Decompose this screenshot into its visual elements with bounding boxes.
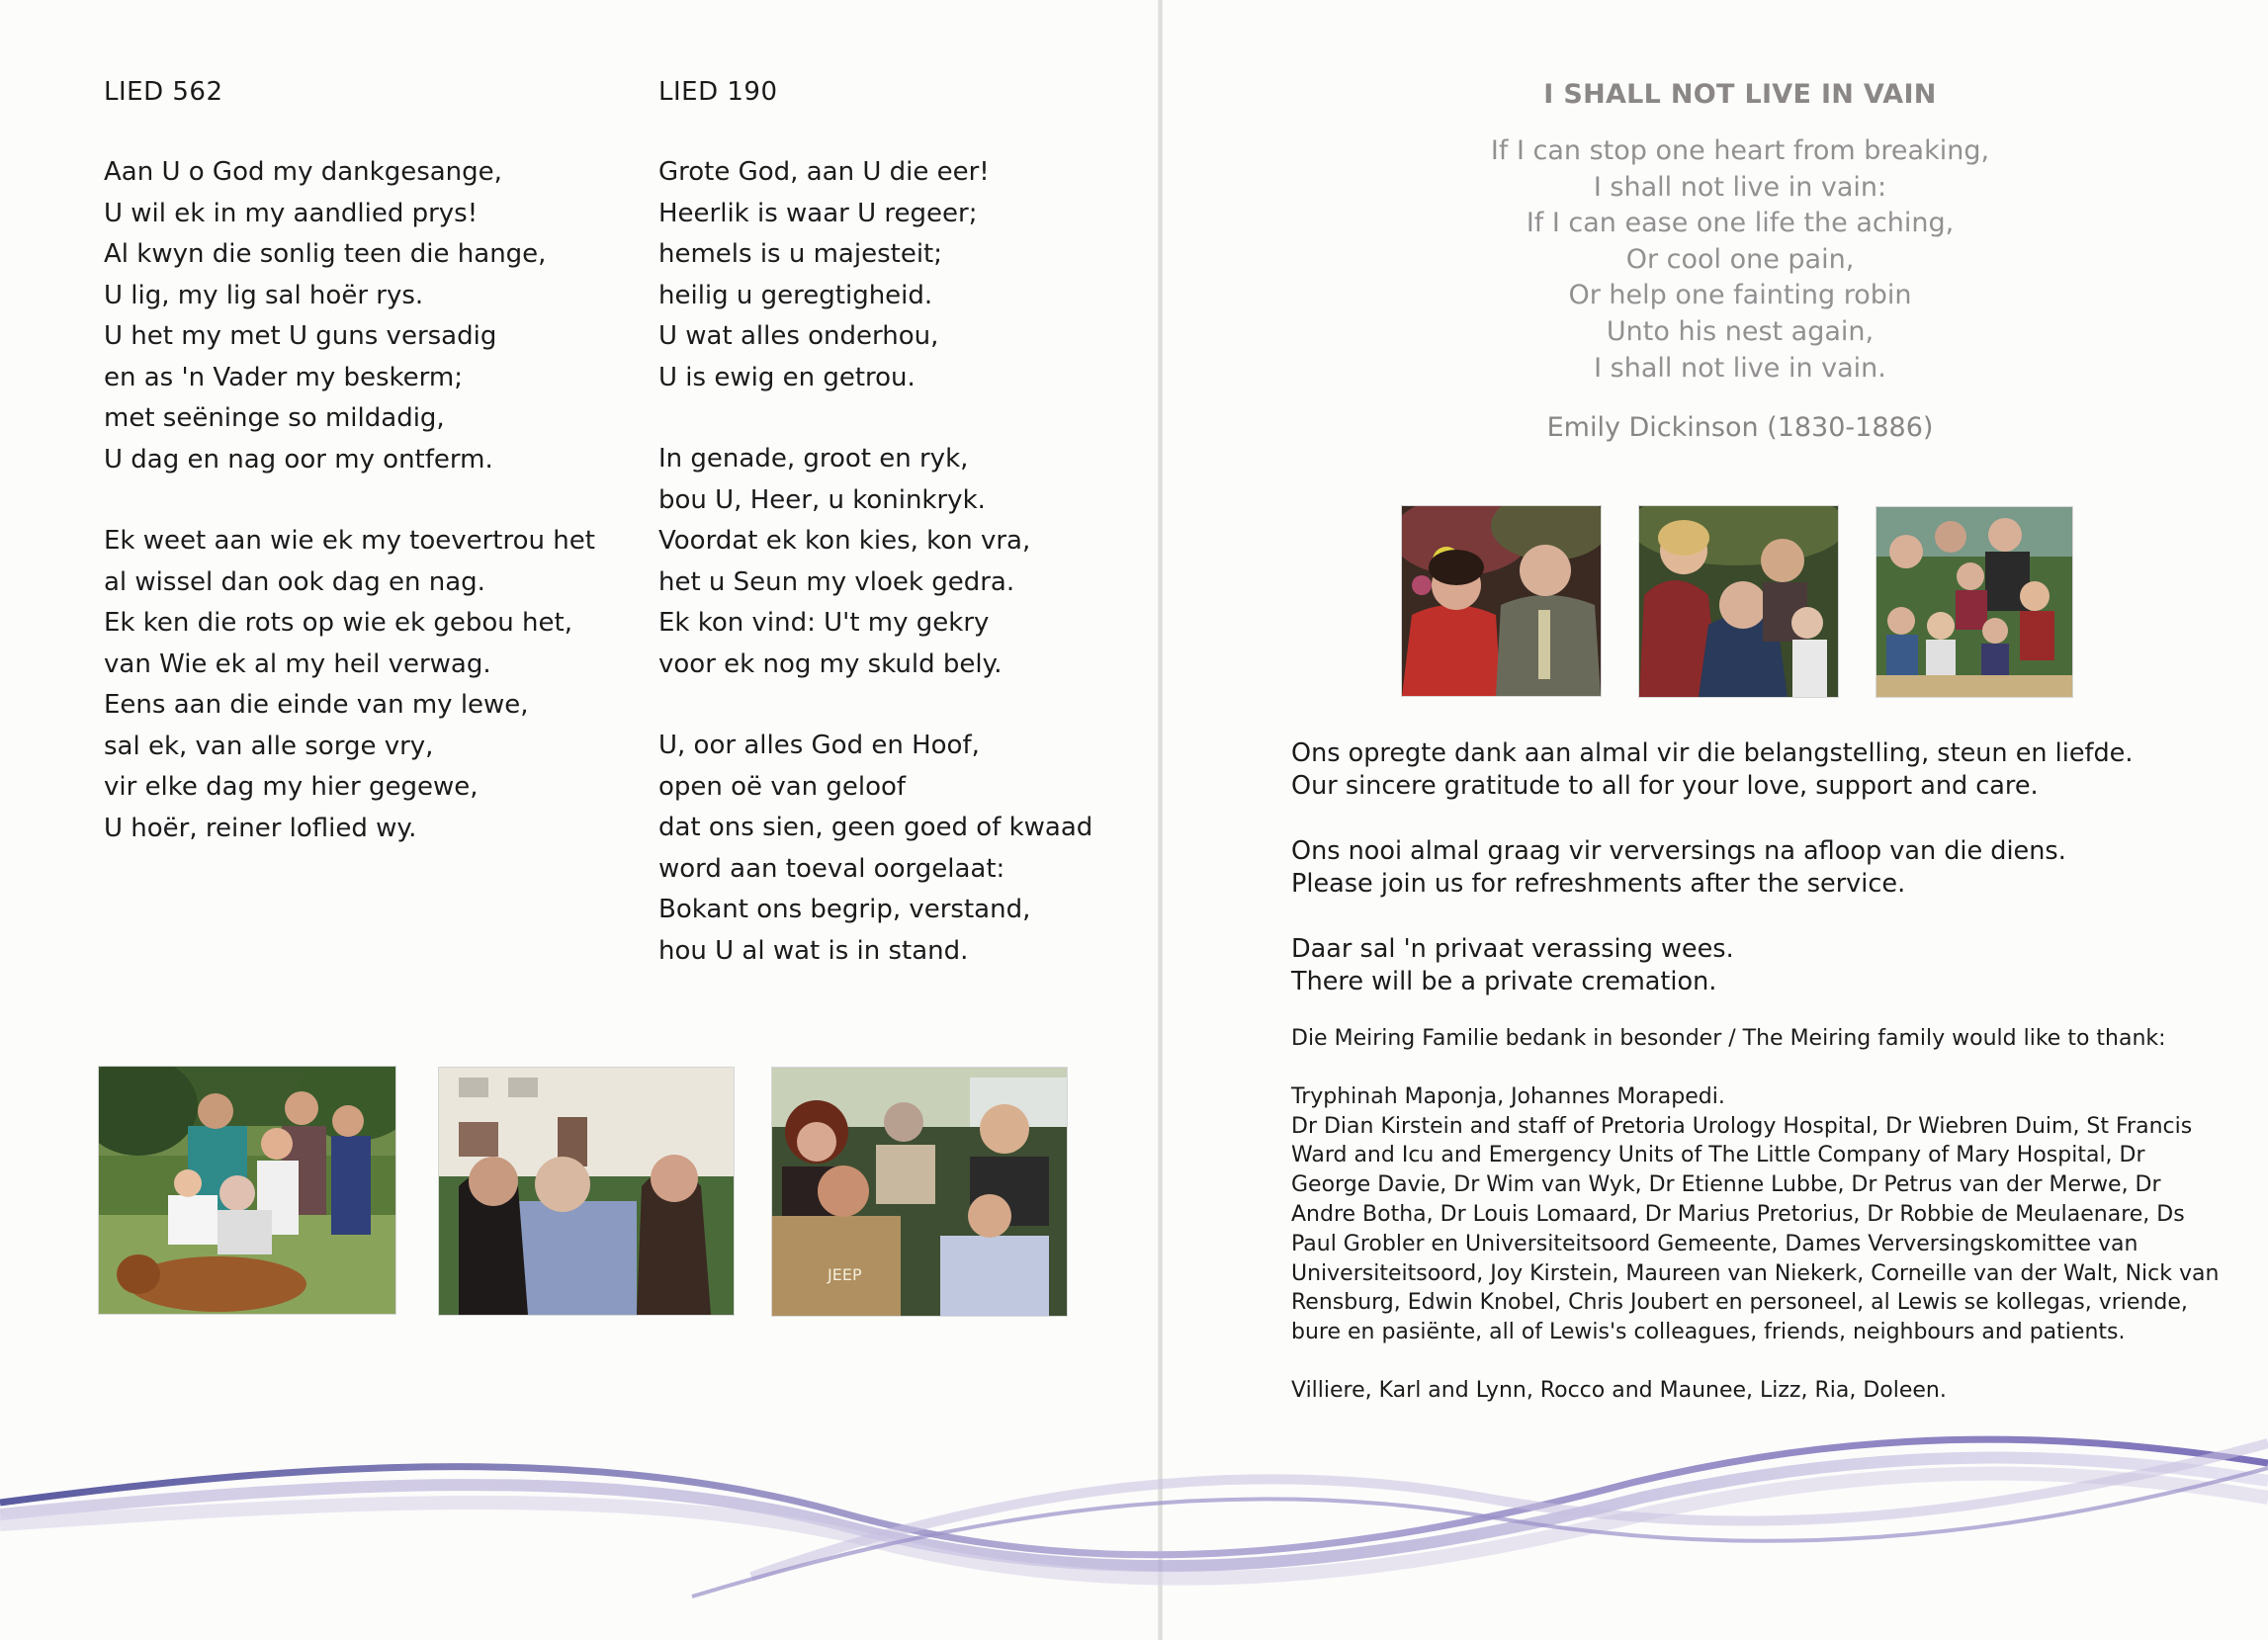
hymn-line: Grote God, aan U die eer! — [658, 157, 990, 187]
hymn-title: LIED 190 — [658, 77, 778, 107]
hymn-line: Bokant ons begrip, verstand, — [658, 895, 1031, 924]
family-photo-children — [1876, 507, 2072, 697]
stanza — [658, 726, 1092, 972]
poem-line: I shall not live in vain. — [1594, 352, 1886, 384]
hymn-line: al wissel dan ook dag en nag. — [104, 566, 485, 597]
hymn-line: U lig, my lig sal hoër rys. — [104, 280, 424, 310]
hymn-line: vir elke dag my hier gegewe, — [104, 772, 479, 802]
poem-line: I shall not live in vain: — [1593, 171, 1887, 203]
poem-line: Or help one fainting robin — [1568, 280, 1912, 311]
thanks-line: Please join us for refreshments after the service. — [1291, 869, 1906, 899]
family-photo-garden — [99, 1067, 395, 1314]
hymn-lied-562 — [104, 77, 595, 890]
decorative-wave — [0, 1404, 2268, 1640]
poem-line: If I can ease one life the aching, — [1526, 208, 1955, 239]
hymn-line: Voordat ek kon kies, kon vra, — [658, 526, 1031, 556]
thanks-closing: Villiere, Karl and Lynn, Rocco and Maunee, Lizz, Ria, Doleen. — [1291, 1377, 1947, 1403]
thanks-line: Ons nooi almal graag vir verversings na afloop van die diens. — [1291, 836, 2066, 866]
hymn-line: U, oor alles God en Hoof, — [658, 731, 980, 760]
family-photo-group — [772, 1068, 1067, 1316]
thanks-heading: Die Meiring Familie bedank in besonder / The Meiring family would like to thank: — [1291, 1026, 2166, 1051]
thanks-list: Dr Dian Kirstein and staff of Pretoria Urology Hospital, Dr Wiebren Duim, St Francis Ward and Icu and Emergency Units of The Little Company of Mary Hospital, Dr George Davie, Dr Wim van Wyk, Dr Etienne Lubbe, Dr Petrus van der Merwe, Dr Andre Botha, Dr Louis Lomaard, Dr Marius Pretorius, Dr Robbie de Meulaenare, Ds Paul Grobler en Universiteitsoord Gemeente, Dames Verversingskomittee van Universiteitsoord, Joy Kirstein, Maureen van Niekerk, Corneille van der Walt, Nick van Rensburg, Edwin Knobel, Chris Joubert en personeel, al Lewis se kollegas, vriende, bure en pasiënte, all of Lewis's colleagues, friends, neighbours and patients. — [1291, 1113, 2220, 1345]
hymn-line: open oë van geloof — [658, 771, 907, 802]
thanks-line: Daar sal 'n privaat verassing wees. — [1291, 934, 1734, 964]
hymn-line: sal ek, van alle sorge vry, — [104, 731, 434, 761]
stanza — [104, 521, 595, 849]
hymn-line: Ek ken die rots op wie ek gebou het, — [104, 608, 572, 638]
hymn-line: U dag en nag oor my ontferm. — [104, 444, 493, 475]
hymn-line: voor ek nog my skuld bely. — [658, 648, 1003, 679]
acknowledgements — [1291, 737, 2221, 1406]
thanks-line: There will be a private cremation. — [1291, 967, 1717, 996]
hymn-line: en as 'n Vader my beskerm; — [104, 362, 463, 392]
hymn-line: U wil ek in my aandlied prys! — [104, 198, 479, 228]
family-photo-three — [1639, 506, 1838, 697]
hymn-line: Aan U o God my dankgesange, — [104, 157, 502, 187]
hymn-line: heilig u geregtigheid. — [658, 280, 933, 310]
couple-photo — [1402, 506, 1601, 696]
hymn-line: hemels is u majesteit; — [658, 239, 943, 269]
hymn-line: met seëninge so mildadig, — [104, 403, 445, 433]
thanks-block — [1291, 737, 2221, 803]
hymn-lied-190 — [658, 77, 1092, 1012]
poem-line: Or cool one pain, — [1625, 243, 1855, 275]
hymn-line: hou U al wat is in stand. — [658, 935, 969, 966]
hymn-line: bou U, Heer, u koninkryk. — [658, 484, 986, 515]
poem-author: Emily Dickinson (1830-1886) — [1546, 412, 1934, 444]
hymn-line: U het my met U guns versadig — [104, 321, 497, 351]
hymn-line: Al kwyn die sonlig teen die hange, — [104, 239, 547, 269]
hymn-line: Eens aan die einde van my lewe, — [104, 690, 529, 720]
hymn-line: het u Seun my vloek gedra. — [658, 566, 1015, 597]
thanks-line: Our sincere gratitude to all for your love, support and care. — [1291, 771, 2039, 801]
stanza — [658, 152, 1092, 398]
poem — [1173, 79, 2268, 443]
stanza — [104, 152, 595, 480]
hymn-line: dat ons sien, geen goed of kwaad — [658, 813, 1093, 842]
thanks-names: Tryphinah Maponja, Johannes Morapedi. — [1291, 1083, 1725, 1109]
poem-line: If I can stop one heart from breaking, — [1490, 135, 1990, 166]
hymn-line: Heerlik is waar U regeer; — [658, 198, 978, 228]
hymn-line: word aan toeval oorgelaat: — [658, 853, 1005, 884]
hymn-line: Ek weet aan wie ek my toevertrou het — [104, 526, 595, 556]
poem-title: I SHALL NOT LIVE IN VAIN — [1543, 79, 1937, 110]
stanza — [658, 439, 1092, 685]
hymn-line: U hoër, reiner loflied wy. — [104, 813, 417, 843]
hymn-line: U is ewig en getrou. — [658, 362, 916, 392]
hymn-line: U wat alles onderhou, — [658, 321, 939, 351]
thanks-line: Ons opregte dank aan almal vir die belangstelling, steun en liefde. — [1291, 738, 2134, 768]
cremation-block — [1291, 933, 2221, 998]
hymn-title: LIED 562 — [104, 77, 223, 107]
family-photo-house — [439, 1068, 734, 1315]
poem-line: Unto his nest again, — [1606, 315, 1875, 347]
hymn-line: van Wie ek al my heil verwag. — [104, 648, 491, 679]
hymn-line: In genade, groot en ryk, — [658, 444, 969, 474]
hymn-line: Ek kon vind: U't my gekry — [658, 608, 990, 638]
jeep-shirt-text: JEEP — [828, 1265, 862, 1284]
refreshments-block — [1291, 835, 2221, 901]
